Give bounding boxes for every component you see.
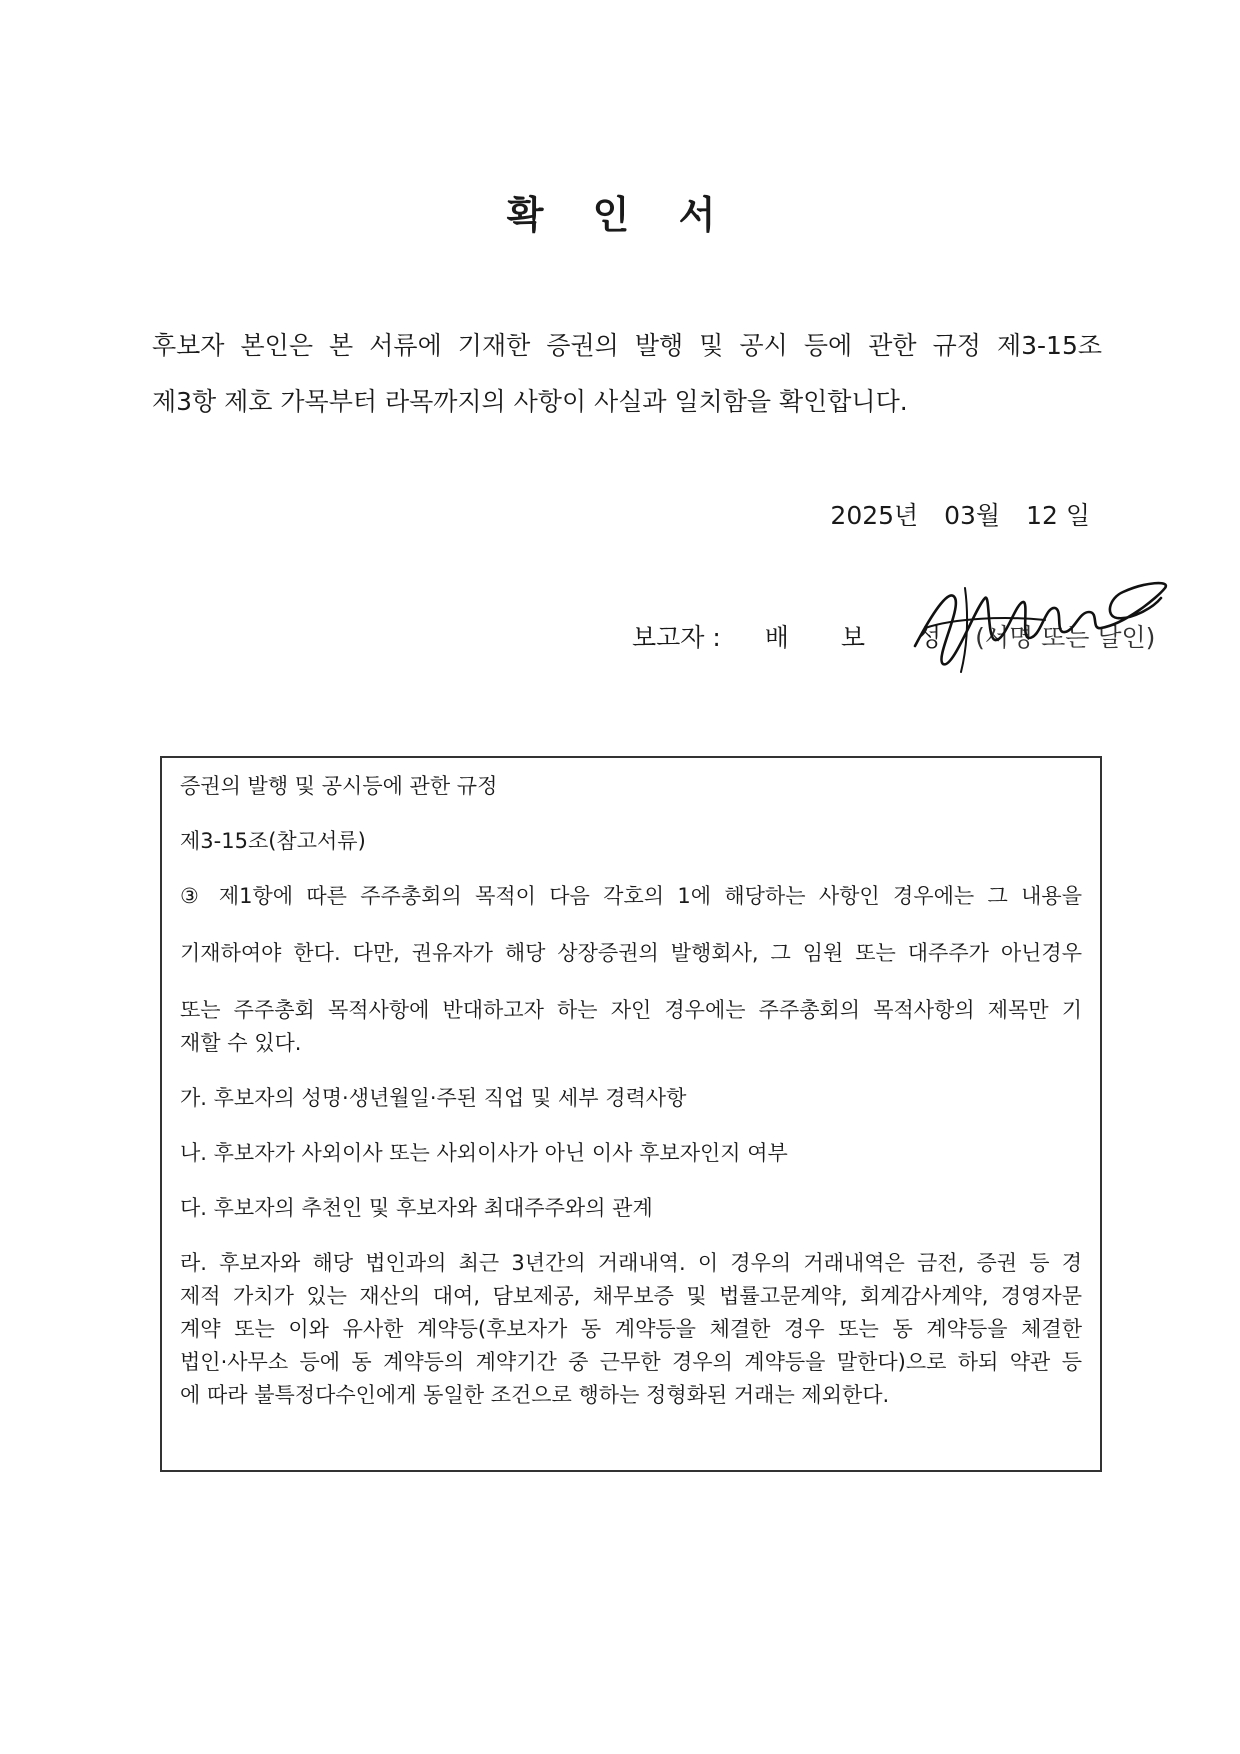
- item-ga: 가. 후보자의 성명·생년월일·주된 직업 및 세부 경력사항: [180, 1086, 687, 1110]
- regulation-reference-box: [160, 756, 1102, 1472]
- clause-line: 또는 주주총회 목적사항에 반대하고자 하는 자인 경우에는 주주총회의 목적사항의 제목만 기: [180, 998, 1082, 1022]
- regulation-heading: 증권의 발행 및 공시등에 관한 규정: [180, 774, 498, 798]
- item-ra-line: 라. 후보자와 해당 법인과의 최근 3년간의 거래내역. 이 경우의 거래내역은 금전, 증권 등 경: [180, 1251, 1082, 1275]
- clause-line: 기재하여야 한다. 다만, 권유자가 해당 상장증권의 발행회사, 그 임원 또는 대주주가 아닌경우: [180, 941, 1082, 965]
- clause-line: ③ 제1항에 따른 주주총회의 목적이 다음 각호의 1에 해당하는 사항인 경우에는 그 내용을: [180, 884, 1082, 908]
- handwritten-signature: [895, 568, 1175, 678]
- date-day: 12 일: [1026, 501, 1090, 530]
- item-ra-line: 에 따라 불특정다수인에게 동일한 조건으로 행하는 정형화된 거래는 제외한다.: [180, 1383, 890, 1407]
- statement-line-2: 제3항 제호 가목부터 라목까지의 사항이 사실과 일치함을 확인합니다.: [152, 387, 908, 416]
- item-ra-line: 계약 또는 이와 유사한 계약등(후보자가 동 계약등을 체결한 경우 또는 동 계약등을 체결한: [180, 1317, 1082, 1341]
- regulation-article: 제3-15조(참고서류): [180, 829, 366, 853]
- clause-line: 재할 수 있다.: [180, 1031, 302, 1055]
- date: [812, 496, 1090, 532]
- item-ra-line: 제적 가치가 있는 재산의 대여, 담보제공, 채무보증 및 법률고문계약, 회계감사계약, 경영자문: [180, 1284, 1082, 1308]
- confirmation-statement: [152, 318, 1102, 430]
- signer-name: 배 보 성: [764, 623, 964, 652]
- date-year: 2025년: [830, 501, 919, 530]
- item-na: 나. 후보자가 사외이사 또는 사외이사가 아닌 이사 후보자인지 여부: [180, 1141, 788, 1165]
- item-da: 다. 후보자의 추천인 및 후보자와 최대주주와의 관계: [180, 1196, 653, 1220]
- signature-note: (서명 또는 날인): [975, 623, 1156, 652]
- signer-label: 보고자 :: [632, 623, 721, 652]
- item-ra-line: 법인·사무소 등에 동 계약등의 계약기간 중 근무한 경우의 계약등을 말한다)으로 하되 약관 등: [180, 1350, 1082, 1374]
- statement-line-1: 후보자 본인은 본 서류에 기재한 증권의 발행 및 공시 등에 관한 규정 제3-15조: [152, 331, 1102, 360]
- document-title: 확 인 서: [506, 193, 734, 237]
- date-month: 03월: [944, 501, 1001, 530]
